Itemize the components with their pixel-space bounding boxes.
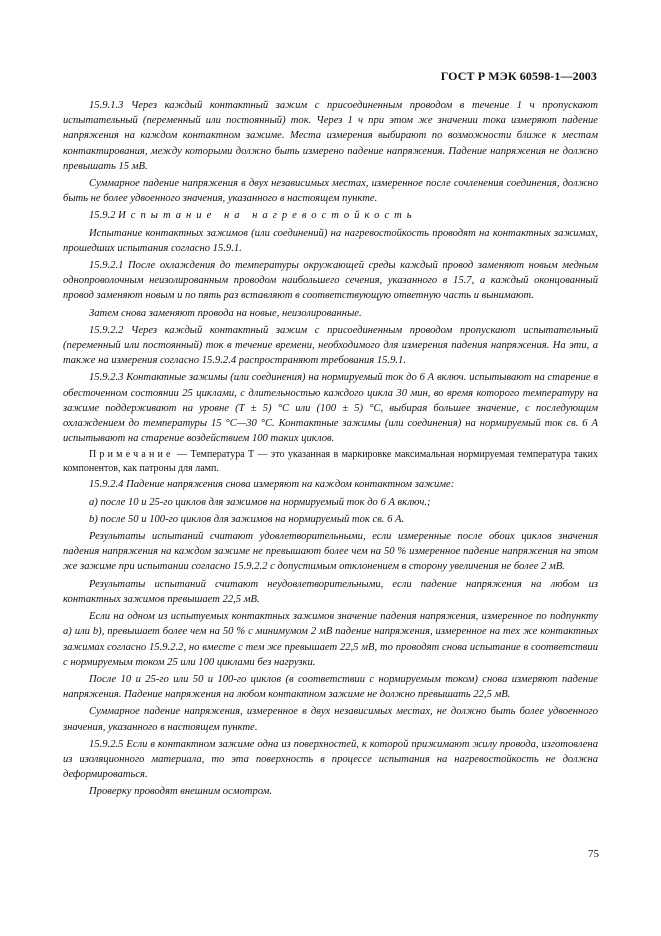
paragraph-unsatisfactory-results: Результаты испытаний считают неудовлетворительными, если падение напряжения на любом из контактных зажимов превышает 22,5 мВ. — [63, 578, 598, 605]
paragraph-retest-measurement: После 10 и 25-го или 50 и 100-го циклов (в соответствии с нормируемым током) снова измеряют падение напряжения. Падение напряжения на любом контактном зажиме не должно превышать 22,5 мВ. — [63, 673, 598, 701]
clause-15-9-2-heading — [63, 208, 598, 223]
paragraph-total-voltage-drop: Суммарное падение напряжения в двух независимых местах, измеренное после сочленения соединения, должно быть не более удвоенного значения, указанного в настоящем пункте. — [63, 178, 598, 205]
list-item-a: a) после 10 и 25-го циклов для зажимов на нормируемый ток до 6 А включ.; — [89, 496, 431, 508]
paragraph-satisfactory-results: Результаты испытаний считают удовлетворительными, если измеренные после обоих циклов значения падения напряжения на каждом зажиме не превышают более чем на 50 % измеренное падение напряжения на этом же зажиме при испытании согласно 15.9.2.2 с допустимым отклонением в сторону увеличения не более 2 мВ. — [63, 531, 598, 573]
note-text: — Температура Т — это указанная в маркировке максимальная нормируемая температура таких компонентов, как патроны для ламп. — [63, 449, 599, 474]
clause-15-9-2-4: 15.9.2.4 Падение напряжения снова измеряют на каждом контактном зажиме: — [89, 479, 455, 491]
document-body — [63, 98, 598, 802]
clause-15-9-1-3: 15.9.1.3 Через каждый контактный зажим с присоединенным проводом в течение 1 ч пропускают испытательный (переменный или постоянный) ток. Через 1 ч при этом же значении тока измеряют падение напряжения на каждом контактном зажиме. Места измерения выбирают по возможности ближе к местам контактирования, между которыми должно быть измерено падение напряжения. Падение напряжения не должно превышать 15 мВ. — [63, 100, 598, 172]
page-number: 75 — [588, 848, 599, 860]
clause-title: Испытание на нагревостойкость — [118, 210, 417, 222]
paragraph-visual-inspection: Проверку проводят внешним осмотром. — [89, 786, 273, 798]
paragraph-retest-condition: Если на одном из испытуемых контактных зажимов значение падения напряжения, измеренное по подпункту а) или b), превышает более чем на 50 % с минимумом 2 мВ падение напряжения, измеренное на тех же контактных зажимах согласно 15.9.2.2, но вместе с тем же превышает 22,5 мВ, то проводят снова испытание в соответствии с нормируемым током 25 или 100 циклами без нагрузки. — [63, 611, 598, 668]
note — [63, 448, 598, 475]
clause-number: 15.9.2 — [89, 210, 116, 222]
clause-15-9-2-5: 15.9.2.5 Если в контактном зажиме одна из поверхностей, к которой прижимают жилу провода, изготовлена из изоляционного материала, то эта поверхность в процессе испытания на нагревостойкость не должна деформироваться. — [63, 738, 598, 781]
list-item-b: b) после 50 и 100-го циклов для зажимов на нормируемый ток св. 6 А. — [89, 513, 405, 525]
paragraph-heat-test-intro: Испытание контактных зажимов (или соединений) на нагревостойкость проводят на контактных зажимах, прошедших испытания согласно 15.9.1. — [63, 227, 598, 254]
clause-15-9-2-1: 15.9.2.1 После охлаждения до температуры окружающей среды каждый провод заменяют новым медным однопроволочным неизолированным проводом наибольшего сечения, указанного в 15.7, а каждый оконцованный провод заменяют новым и по пять раз вставляют в соответствующую ответную часть и вынимают. — [63, 260, 598, 302]
paragraph-total-drop-limit: Суммарное падение напряжения, измеренное в двух независимых местах, не должно быть более удвоенного значения, указанного в настоящем пункте. — [63, 706, 598, 733]
clause-15-9-2-2: 15.9.2.2 Через каждый контактный зажим с присоединенным проводом пропускают испытательный (переменный или постоянный) ток в течение времени, необходимого для измерения падения напряжения. На эти, а также на измерения согласно 15.9.2.4 распространяют требования 15.9.1. — [63, 324, 598, 367]
document-header: ГОСТ Р МЭК 60598-1—2003 — [440, 69, 597, 83]
note-label: Примечание — [89, 449, 174, 461]
clause-15-9-2-3: 15.9.2.3 Контактные зажимы (или соединения) на нормируемый ток до 6 А включ. испытывают на старение в обесточенном состоянии 25 циклами, с длительностью каждого цикла 30 мин, во время которого температуру на зажиме поддерживают на уровне (Т ± 5) °С или (100 ± 5) °С, выбирая большее значение, с последующим охлаждением до температуры 15 °С—30 °С. Контактные зажимы (или соединения) на нормируемый ток св. 6 А испытывают на старение воздействием 100 таких циклов. — [63, 372, 598, 445]
paragraph-replace-wires: Затем снова заменяют провода на новые, неизолированные. — [89, 307, 362, 319]
